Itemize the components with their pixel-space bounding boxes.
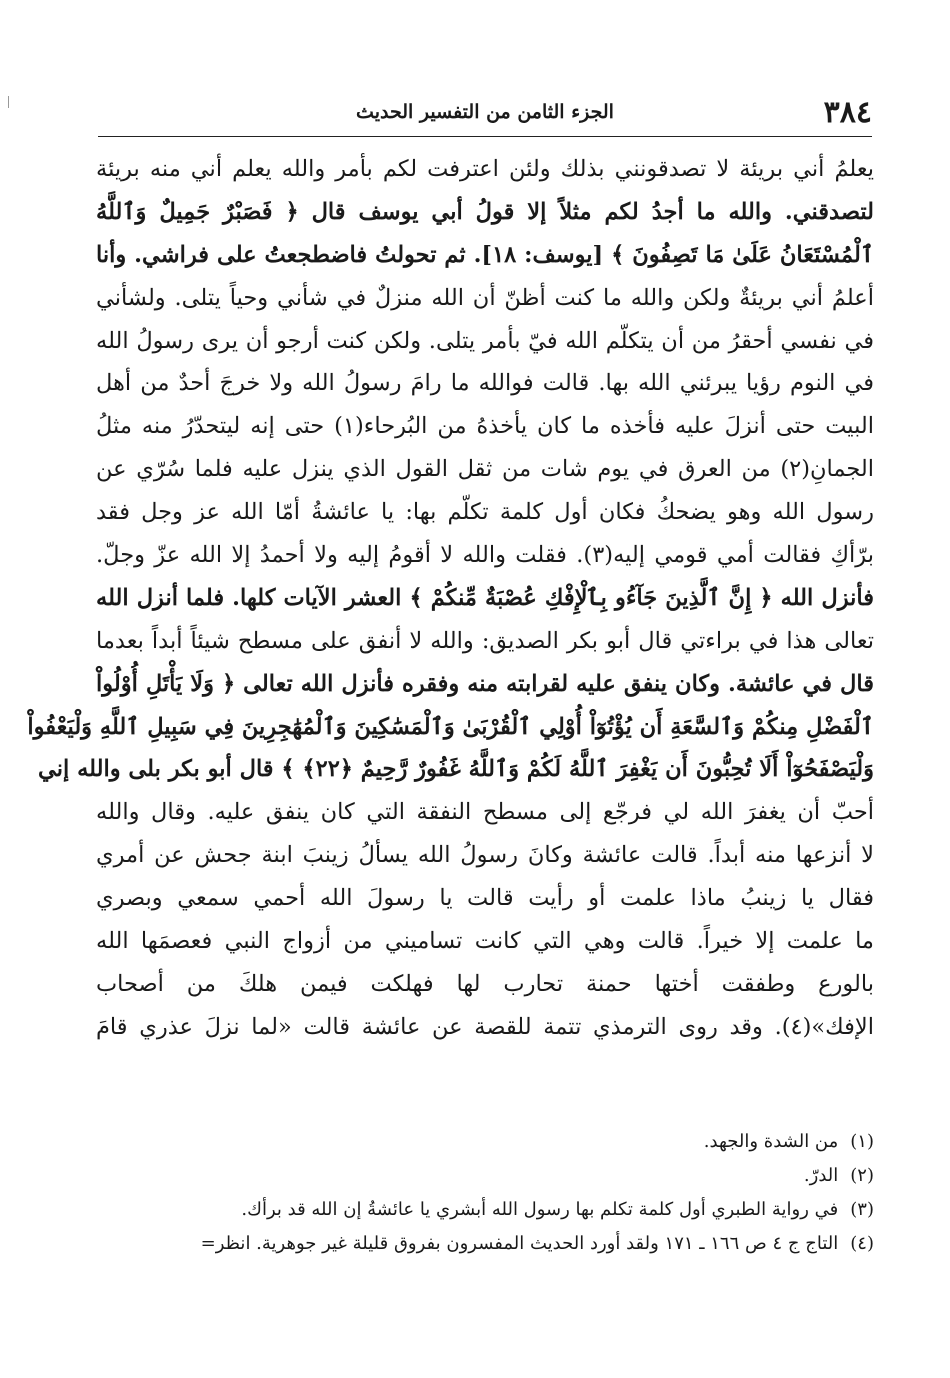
footnote-text: في رواية الطبري أول كلمة تكلم بها رسول الله أبشري يا عائشةُ إن الله قد برأك. [241,1199,839,1220]
text-line: لا أنزعها منه أبداً. قالت عائشة وكانَ رسولُ الله يسألُ زينبَ ابنة جحش عن أمري [96,842,874,869]
text-line: رسول الله وهو يضحكُ فكان أول كلمة تكلّم بها: يا عائشةُ أمّا الله عز وجل فقد [96,499,874,526]
running-title: الجزء الثامن من التفسير الحديث [356,101,614,123]
text-line: برّأكِ فقالت أمي قومي إليه(٣). فقلت والله لا أقومُ إليه ولا أحمدُ إلا الله عزّ وجلّ. [96,542,874,569]
page-number: ٣٨٤ [823,95,872,130]
text-line: ما علمت إلا خيراً. قالت وهي التي كانت تساميني من أزواج النبي فعصمَها الله [96,928,874,955]
text-line: وَلْيَصْفَحُوٓاْ أَلَا تُحِبُّونَ أَن يَغْفِرَ ٱللَّهُ لَكُمْ وَٱللَّهُ غَفُورٌ رَّحِيمٌ ﴿٢٢﴾ ﴾ قال أبو بكر بلى والله إني [37,756,874,783]
text-line: يعلمُ أني بريئة لا تصدقونني بذلك ولئن اعترفت لكم بأمر والله يعلم أني منه بريئة [96,156,874,182]
footnote [96,1159,874,1193]
text-line: في نفسي أحقرُ من أن يتكلّم الله فيّ بأمر يتلى. ولكن كنت أرجو أن يرى رسولُ الله [96,327,874,354]
text-line: ٱلْفَضْلِ مِنكُمْ وَٱلسَّعَةِ أَن يُؤْتُوٓاْ أُوْلِي ٱلْقُرْبَىٰ وَٱلْمَسَٰكِينَ وَٱلْمُهَٰجِرِينَ فِي سَبِيلِ ٱللَّهِ وَلْيَعْفُواْ [27,713,874,740]
text-line: أحبّ أن يغفرَ الله لي فرجّع إلى مسطح النفقة التي كان ينفق عليه. وقال والله [96,799,874,826]
footnote [96,1125,874,1159]
scan-edge-mark [8,96,11,108]
header-rule [98,136,872,137]
text-line: قال في عائشة. وكان ينفق عليه لقرابته منه وفقره فأنزل الله تعالى ﴿ وَلَا يَأْتَلِ أُوْلُواْ [96,670,874,697]
text-line: أعلمُ أني بريئةٌ ولكن والله ما كنت أظنّ أن الله منزلٌ في شأني وحياً يتلى. ولشأني [96,284,874,311]
text-line: فأنزل الله ﴿ إِنَّ ٱلَّذِينَ جَآءُو بِٱلْإِفْكِ عُصْبَةٌ مِّنكُمْ ﴾ العشر الآيات كلها. فلما أنزل الله [96,584,874,611]
footnote [96,1193,874,1227]
text-line: الإفك»(٤). وقد روى الترمذي تتمة للقصة عن عائشة قالت «لما نزلَ عذري قامَ [96,1013,874,1040]
text-line: بالورع وطفقت أختها حمنة تحارب لها فهلكت فيمن هلكَ من أصحاب [96,970,874,997]
text-line: لتصدقني. والله ما أجدُ لكم مثلاً إلا قولُ أبي يوسف قال ﴿ فَصَبْرٌ جَمِيلٌ وَٱللَّهُ [96,198,874,225]
text-line: فقال يا زينبُ ماذا علمت أو رأيت قالت يا رسولَ الله أحمي سمعي وبصري [96,885,874,912]
footnotes [96,1125,874,1261]
footnote [96,1227,874,1261]
footnote-number: (١) [850,1131,874,1152]
footnote-text: من الشدة والجهد. [703,1131,839,1152]
main-text [27,148,874,1049]
footnote-text: التاج ج ٤ ص ١٦٦ ـ ١٧١ ولقد أورد الحديث المفسرون بفروق قليلة غير جوهرية. انظر= [200,1233,839,1254]
text-line: تعالى هذا في براءتي قال أبو بكر الصديق: والله لا أنفق على مسطح شيئاً أبداً بعدما [96,627,874,654]
text-line: ٱلْمُسْتَعَانُ عَلَىٰ مَا تَصِفُونَ ﴾ [يوسف: ١٨]. ثم تحولتُ فاضطجعتُ على فراشي. وأنا [96,241,874,268]
text-line: الجمانِ(٢) من العرق في يوم شات من ثقل القول الذي ينزل عليه فلما سُرّي عن [96,456,874,483]
footnote-number: (٤) [850,1233,874,1254]
text-line: في النوم رؤيا يبرئني الله بها. قالت فوالله ما رامَ رسولُ الله ولا خرجَ أحدٌ من أهل [96,370,874,397]
footnote-number: (٢) [850,1165,874,1186]
page-header [98,92,872,134]
footnote-number: (٣) [850,1199,874,1220]
text-line: البيت حتى أنزلَ عليه فأخذه ما كان يأخذهُ من البُرحاء(١) حتى إنه ليتحدّرُ منه مثلُ [96,413,874,440]
footnote-text: الدرّ. [803,1165,839,1186]
